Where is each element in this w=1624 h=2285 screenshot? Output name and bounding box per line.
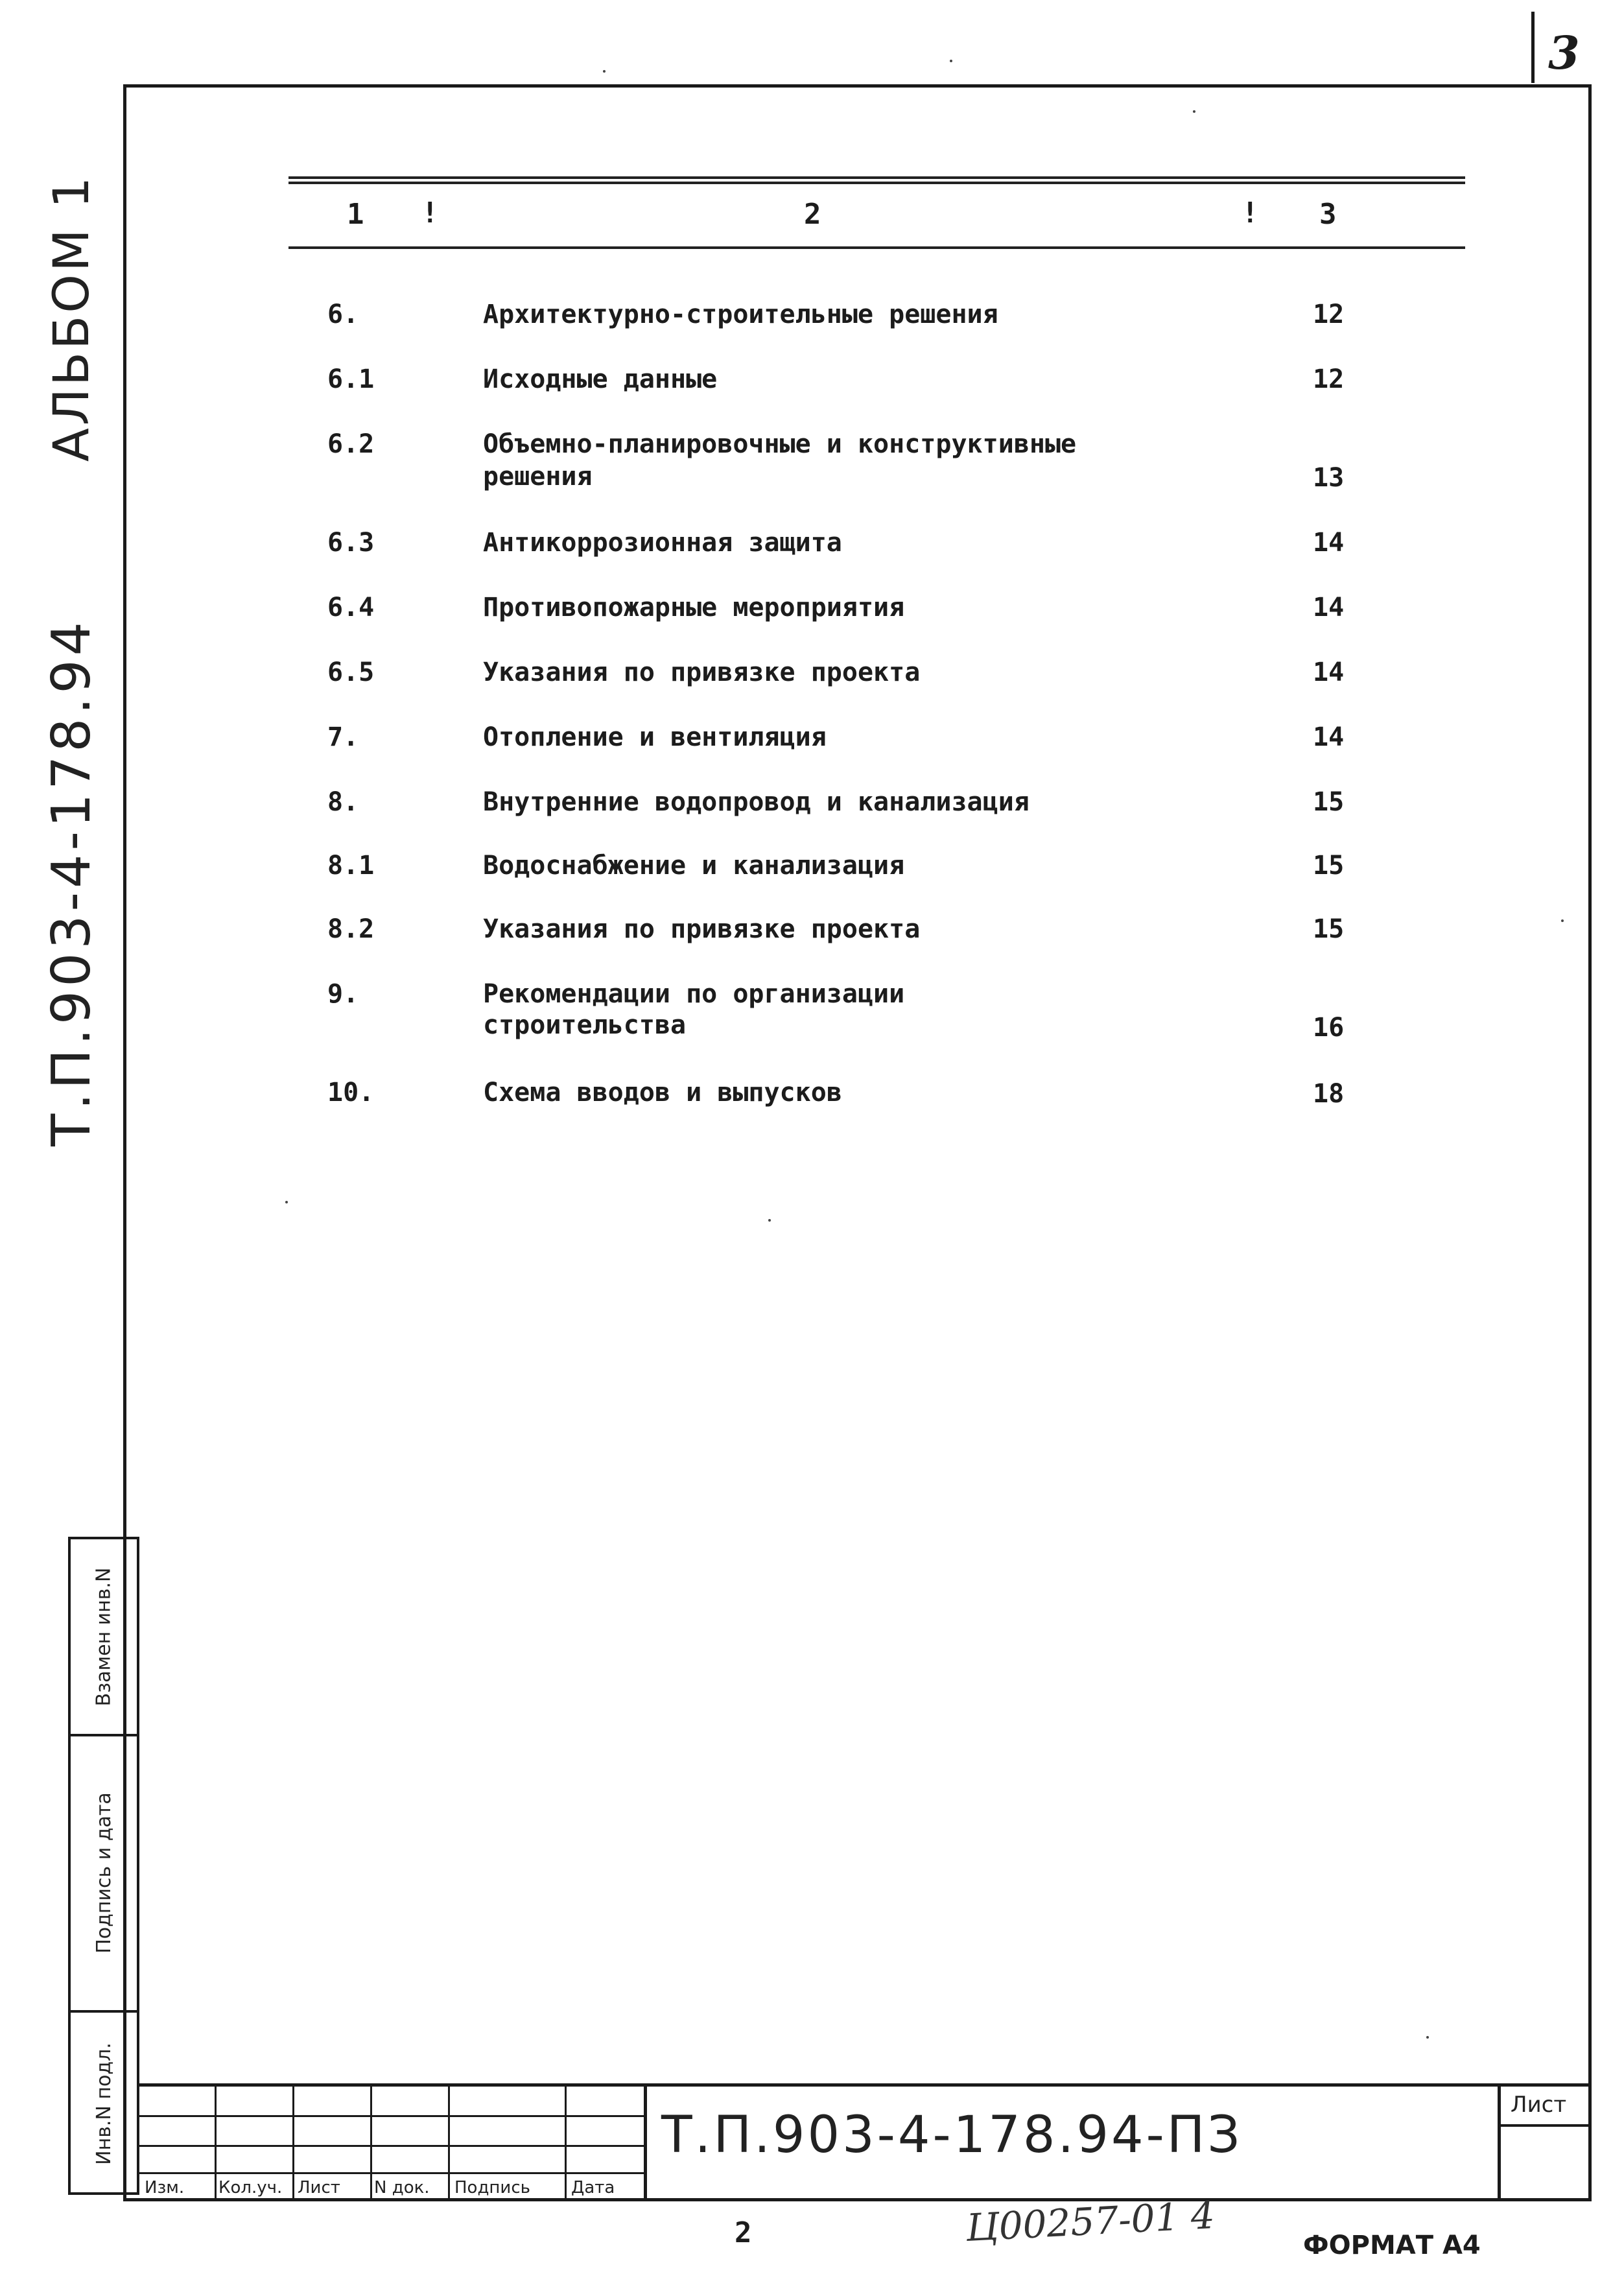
side-stamp-cell-signature xyxy=(71,1736,137,2009)
format-label: ФОРМАТ А4 xyxy=(1303,2231,1481,2260)
toc-number: 6.1 xyxy=(327,364,375,394)
grid-line xyxy=(565,2087,567,2201)
sheet-label: Лист xyxy=(1511,2092,1567,2118)
table-header-rule xyxy=(288,246,1465,249)
toc-title: Исходные данные xyxy=(483,364,718,394)
document-code: Т.П.903-4-178.94-ПЗ xyxy=(661,2106,1243,2164)
grid-line xyxy=(138,2172,644,2174)
toc-number: 6.2 xyxy=(327,429,375,459)
scan-speck xyxy=(1193,110,1195,113)
toc-title: Отопление и вентиляция xyxy=(483,722,827,752)
column-header-2: 2 xyxy=(804,198,821,231)
toc-page: 12 xyxy=(1313,364,1345,394)
corner-tick-mark xyxy=(1531,12,1535,83)
table-top-double-rule xyxy=(288,176,1465,184)
side-stamp-cell-replace xyxy=(71,1539,137,1734)
handwritten-inventory-number: Ц00257-01 4 xyxy=(965,2193,1216,2250)
scan-speck xyxy=(1561,919,1564,922)
toc-title: Объемно-планировочные и конструктивные xyxy=(483,429,1077,459)
album-label-vertical xyxy=(19,169,123,467)
album-label: АЛЬБОМ 1 xyxy=(42,174,100,462)
project-code-label: Т.П.903-4-178.94 xyxy=(40,617,102,1146)
toc-page: 14 xyxy=(1313,528,1345,558)
grid-line xyxy=(138,2145,644,2147)
scan-speck xyxy=(950,60,952,62)
drawing-frame xyxy=(123,84,1592,2201)
sheet-box-divider xyxy=(1498,2083,1501,2201)
column-separator-1: ! xyxy=(421,196,439,230)
grid-line xyxy=(370,2087,372,2201)
toc-title-continued: решения xyxy=(483,462,593,491)
title-block-divider xyxy=(644,2083,647,2201)
label-list: Лист xyxy=(298,2178,340,2197)
toc-page: 18 xyxy=(1313,1079,1345,1109)
toc-title: Рекомендации по организации xyxy=(483,979,905,1009)
label-izm: Изм. xyxy=(145,2178,185,2197)
toc-title: Водоснабжение и канализация xyxy=(483,851,905,881)
label-kol-uch: Кол.уч. xyxy=(218,2178,283,2197)
grid-line xyxy=(292,2087,294,2201)
toc-number: 6.4 xyxy=(327,593,375,622)
column-header-1: 1 xyxy=(347,198,364,231)
toc-title-continued: строительства xyxy=(483,1010,687,1040)
scan-speck xyxy=(603,70,606,73)
toc-title: Указания по привязке проекта xyxy=(483,657,921,687)
toc-number: 9. xyxy=(327,979,359,1009)
toc-number: 8.2 xyxy=(327,914,375,944)
toc-number: 8.1 xyxy=(327,851,375,881)
toc-page: 15 xyxy=(1313,851,1345,881)
toc-title: Внутренние водопровод и канализация xyxy=(483,787,1030,817)
toc-page: 14 xyxy=(1313,657,1345,687)
column-header-3: 3 xyxy=(1319,198,1337,231)
scan-speck xyxy=(1426,2036,1429,2039)
side-stamp-cell-inv xyxy=(71,2013,137,2194)
toc-number: 6.3 xyxy=(327,528,375,558)
toc-page: 14 xyxy=(1313,722,1345,752)
grid-line xyxy=(215,2087,217,2201)
toc-number: 7. xyxy=(327,722,359,752)
side-stamp xyxy=(68,1537,139,2195)
title-block-revision-grid xyxy=(138,2087,644,2201)
grid-line xyxy=(448,2087,450,2201)
toc-page: 16 xyxy=(1313,1013,1345,1043)
inv-orig-label: Инв.N подл. xyxy=(92,2042,115,2165)
toc-number: 6.5 xyxy=(327,657,375,687)
label-podpis: Подпись xyxy=(454,2178,530,2197)
label-n-dok: N док. xyxy=(374,2178,430,2197)
toc-number: 8. xyxy=(327,787,359,817)
toc-number: 10. xyxy=(327,1078,375,1107)
corner-sheet-number: 3 xyxy=(1548,26,1580,80)
scan-speck xyxy=(768,1219,771,1222)
toc-title: Указания по привязке проекта xyxy=(483,914,921,944)
toc-title: Противопожарные мероприятия xyxy=(483,593,905,622)
page-number: 2 xyxy=(735,2216,752,2249)
toc-title: Архитектурно-строительные решения xyxy=(483,300,998,329)
scan-speck xyxy=(285,1201,288,1203)
toc-title: Схема вводов и выпусков xyxy=(483,1078,842,1107)
toc-page: 13 xyxy=(1313,463,1345,493)
signature-date-label: Подпись и дата xyxy=(92,1792,115,1954)
project-code-vertical xyxy=(19,617,123,1146)
grid-line xyxy=(138,2115,644,2117)
toc-page: 14 xyxy=(1313,593,1345,622)
replace-inv-label: Взамен инв.N xyxy=(92,1567,115,1706)
toc-page: 15 xyxy=(1313,914,1345,944)
toc-title: Антикоррозионная защита xyxy=(483,528,842,558)
toc-page: 12 xyxy=(1313,300,1345,329)
toc-number: 6. xyxy=(327,300,359,329)
column-separator-2: ! xyxy=(1242,196,1259,230)
toc-page: 15 xyxy=(1313,787,1345,817)
sheet-box-rule xyxy=(1498,2124,1592,2127)
label-data: Дата xyxy=(571,2178,615,2197)
